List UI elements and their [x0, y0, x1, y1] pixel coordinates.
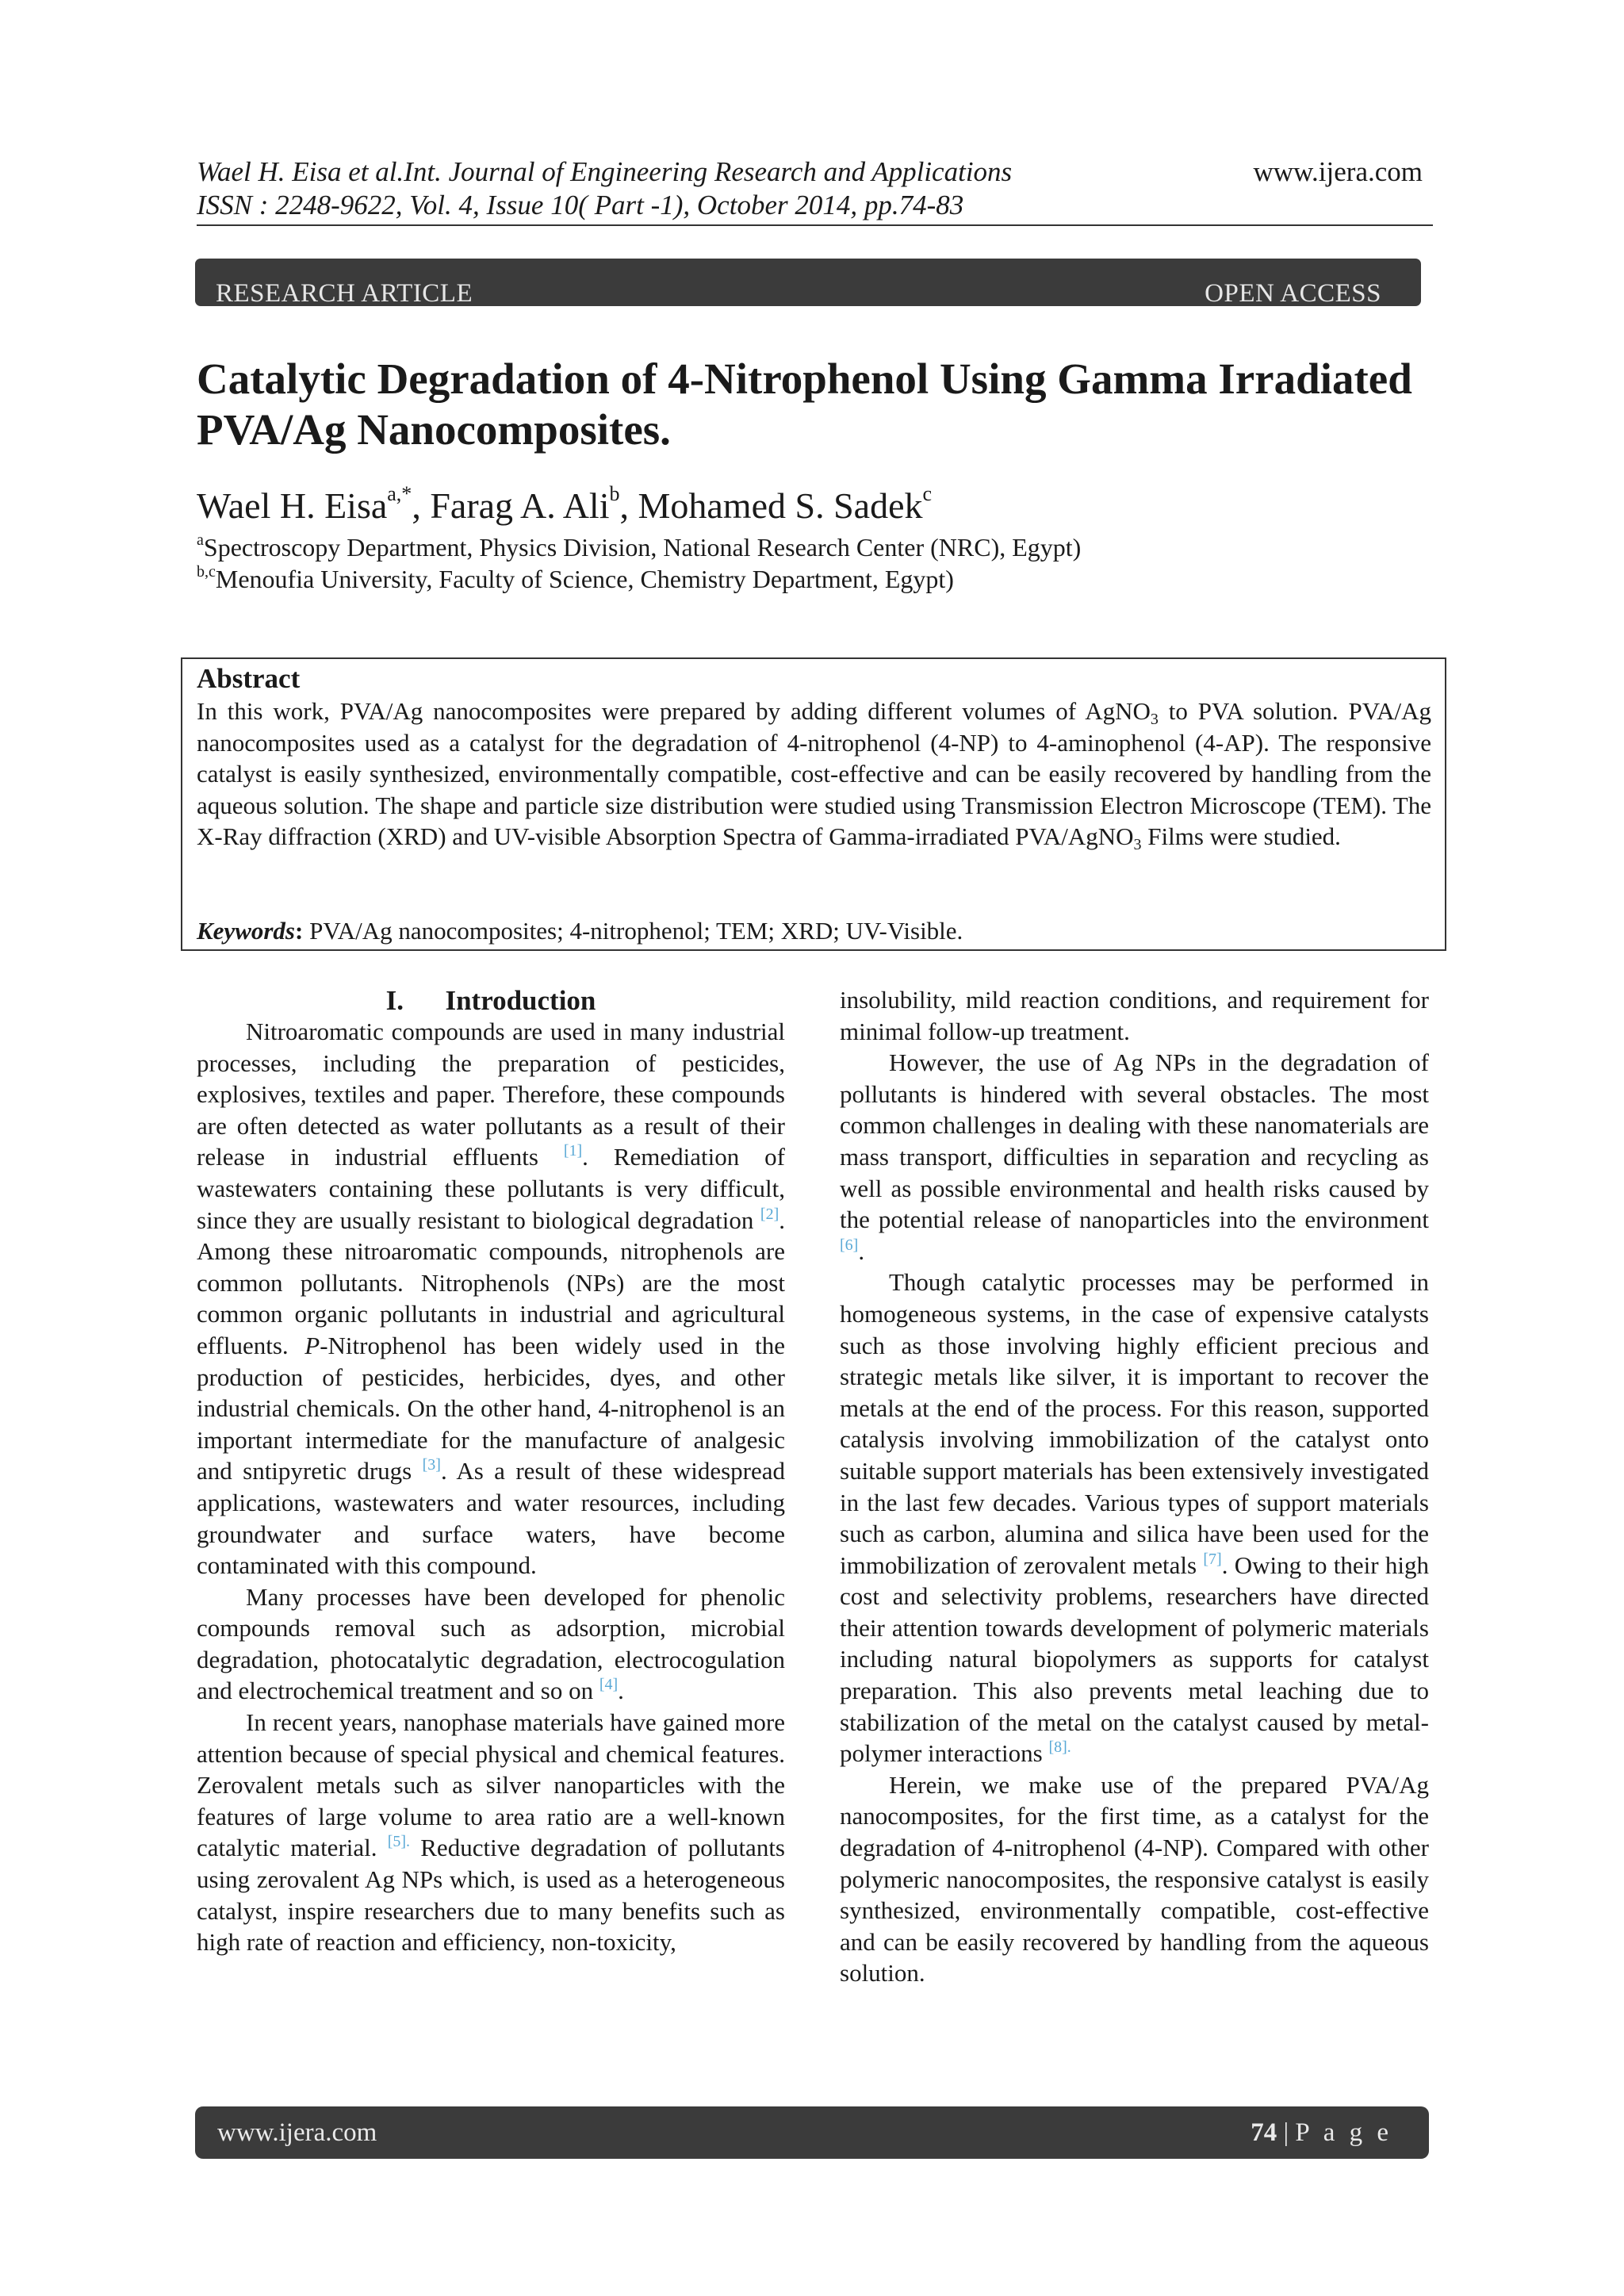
citation-link[interactable]: [3]	[422, 1456, 441, 1474]
keywords-colon: :	[295, 917, 304, 945]
keywords-label: Keywords	[197, 917, 295, 945]
keywords-text: PVA/Ag nanocomposites; 4-nitrophenol; TEM; XRD; UV-Visible.	[303, 917, 963, 945]
page-label: P a g e	[1295, 2118, 1392, 2147]
body-text: Though catalytic processes may be performed in homogeneous systems, in the case of expensive catalysts such as those involving highly efficient precious and strategic metals like silver, it is important to recover the metals at the end of the process. For this reason, supported catalysis involving immobilization of the catalyst onto suitable support materials has been extensively investigated in the last few decades. Various types of support materials such as carbon, alumina and silica have been used for the immobilization of zerovalent metals	[840, 1268, 1429, 1579]
affiliation	[197, 563, 954, 595]
citation-link[interactable]: [7]	[1203, 1550, 1222, 1568]
paragraph	[840, 1267, 1429, 1769]
affiliation-mark: a	[197, 531, 204, 549]
paragraph	[197, 1707, 785, 1958]
citation-link[interactable]: [1]	[563, 1142, 583, 1160]
body-text: -Nitrophenol has been widely used in the production of pesticides, herbicides, dyes, and other industrial chemicals. On the other hand, 4-nitrophenol is an important intermediate for the manufacture of analgesic and sntipyretic drugs	[197, 1331, 785, 1485]
body-text: . Remediation of wastewaters containing these pollutants is very difficult, since they are usually resistant to biological degradation	[197, 1143, 785, 1234]
journal-header	[197, 155, 1012, 222]
article-type-label: RESEARCH ARTICLE	[216, 279, 473, 308]
affiliation-text: Spectroscopy Department, Physics Division, National Research Center (NRC), Egypt)	[203, 533, 1082, 562]
left-column	[197, 1016, 785, 1958]
abstract-text	[197, 696, 1431, 853]
affiliation	[197, 531, 1081, 563]
author-name: Farag A. Ali	[430, 485, 610, 526]
author-list	[197, 484, 932, 528]
body-text: . Among these nitroaromatic compounds, nitrophenols are common pollutants. Nitrophenols (NPs) are the most common organic pollutants in industrial and agricultural effluents.	[197, 1205, 785, 1359]
paragraph	[197, 1581, 785, 1707]
body-text: Many processes have been developed for phenolic compounds removal such as adsorption, microbial degradation, photocatalytic degradation, electrocogulation and electrochemical treatment and so on	[197, 1582, 785, 1705]
body-text: . Owing to their high cost and selectivity problems, researchers have directed their attention towards development of polymeric materials including natural biopolymers as supports for catalyst preparation. This also prevents metal leaching due to stabilization of the metal on the catalyst caused by metal-polymer interactions	[840, 1550, 1429, 1768]
italic-text: P	[304, 1331, 320, 1359]
author-affiliation-mark: b	[609, 482, 620, 505]
abstract-text-part: Films were studied.	[1141, 822, 1341, 851]
affiliation-text: Menoufia University, Faculty of Science, Chemistry Department, Egypt)	[215, 565, 954, 593]
footer-website[interactable]: www.ijera.com	[217, 2118, 377, 2147]
access-type-label: OPEN ACCESS	[1205, 279, 1381, 308]
author-separator: ,	[412, 485, 431, 526]
citation-link[interactable]: [2]	[760, 1205, 779, 1223]
page-number-value: 74	[1251, 2118, 1277, 2147]
paragraph	[840, 1047, 1429, 1267]
section-heading-wrap	[197, 985, 785, 1017]
page-separator: |	[1277, 2118, 1296, 2147]
page-footer	[195, 2106, 1429, 2159]
citation-link[interactable]: [4]	[599, 1676, 619, 1694]
body-text: Reductive degradation of pollutants using zerovalent Ag NPs which, is used as a heterogeneous catalyst, inspire researchers due to many benefits such as high rate of reaction and efficiency, non-toxicity,	[197, 1834, 785, 1957]
body-text: .	[618, 1677, 624, 1705]
article-type-banner	[195, 259, 1421, 306]
body-text: In recent years, nanophase materials have gained more attention because of special physical and chemical features. Zerovalent metals such as silver nanoparticles with the features of large volume to area ratio are a well-known catalytic material.	[197, 1708, 785, 1862]
paragraph	[197, 1016, 785, 1581]
right-column	[840, 984, 1429, 1989]
body-text: .	[858, 1236, 865, 1265]
abstract-text-part: to PVA solution. PVA/Ag nanocomposites used as a catalyst for the degradation of 4-nitrophenol (4-NP) to 4-aminophenol (4-AP). The responsive catalyst is easily synthesized, environmentally compatible, cost-effective and can be easily recovered by handling from the aqueous solution. The shape and particle size distribution were studied using Transmission Electron Microscope (TEM). The X-Ray diffraction (XRD) and UV-visible Absorption Spectra of Gamma-irradiated PVA/AgNO	[197, 697, 1431, 851]
author-name: Mohamed S. Sadek	[638, 485, 923, 526]
paragraph: insolubility, mild reaction conditions, and requirement for minimal follow-up treatment.	[840, 986, 1429, 1045]
author-separator: ,	[619, 485, 638, 526]
journal-website[interactable]: www.ijera.com	[1253, 156, 1423, 187]
journal-issn: ISSN : 2248-9622, Vol. 4, Issue 10( Part -1), October 2014, pp.74-83	[197, 190, 964, 220]
subscript: 3	[1150, 711, 1159, 728]
body-text: However, the use of Ag NPs in the degradation of pollutants is hindered with several obstacles. The most common challenges in dealing with these nanomaterials are mass transport, difficulties in separation and recycling as well as possible environmental and health risks caused by the potential release of nanoparticles into the environment	[840, 1048, 1429, 1234]
body-text: Nitroaromatic compounds are used in many industrial processes, including the preparation of pesticides, explosives, textiles and paper. Therefore, these compounds are often detected as water pollutants as a result of their release in industrial effluents	[197, 1018, 785, 1171]
citation-link[interactable]: [8].	[1048, 1738, 1071, 1757]
header-divider	[197, 224, 1433, 226]
paper-title: Catalytic Degradation of 4-Nitrophenol Using Gamma Irradiated PVA/Ag Nanocomposites.	[197, 355, 1412, 454]
journal-citation: Wael H. Eisa et al.Int. Journal of Engineering Research and Applications	[197, 156, 1013, 187]
body-text: . As a result of these widespread applications, wastewaters and water resources, including groundwater and surface waters, have become contaminated with this compound.	[197, 1457, 785, 1580]
page-number	[1251, 2118, 1392, 2148]
citation-link[interactable]: [6]	[840, 1236, 859, 1254]
abstract-text-part: In this work, PVA/Ag nanocomposites were prepared by adding different volumes of AgNO	[197, 697, 1151, 725]
subscript: 3	[1133, 836, 1142, 854]
author-name: Wael H. Eisa	[197, 485, 388, 526]
affiliation-mark: b,c	[197, 563, 216, 581]
citation-link[interactable]: [5].	[387, 1833, 411, 1851]
keywords-line	[197, 915, 963, 947]
abstract-heading: Abstract	[197, 663, 301, 694]
author-affiliation-mark: c	[922, 482, 933, 505]
author-affiliation-mark: a,*	[387, 482, 412, 505]
section-heading: I. Introduction	[385, 985, 596, 1016]
paragraph: Herein, we make use of the prepared PVA/Ag nanocomposites, for the first time, as a catalyst for the degradation of 4-nitrophenol (4-NP). Compared with other polymeric nanocomposites, the responsive catalyst is easily synthesized, environmentally compatible, cost-effective and can be easily recovered by handling from the aqueous solution.	[840, 1770, 1429, 1987]
